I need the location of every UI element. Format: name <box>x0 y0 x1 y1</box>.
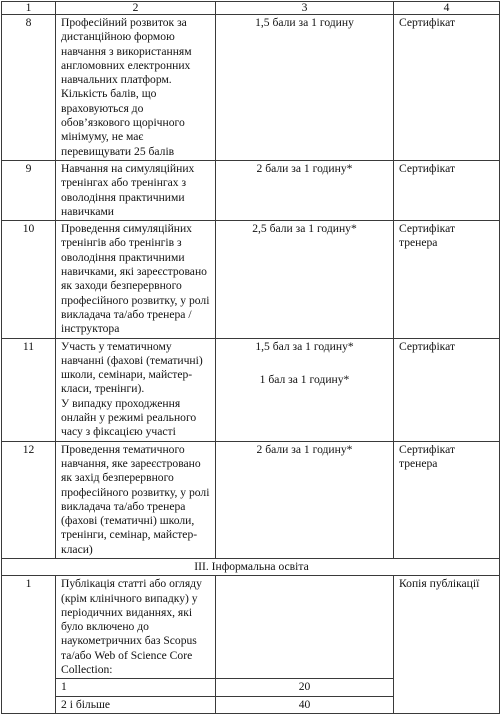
header-row <box>2 2 500 15</box>
section-title: III. Інформальна освіта <box>2 558 500 575</box>
row-number: 9 <box>2 160 56 220</box>
activity-description-part: У випадку проходження онлайн у режимі реального часу з фіксацією участі <box>61 396 197 439</box>
points-offline: 1,5 бал за 1 годину* <box>255 339 354 353</box>
confirming-document: Сертифікат <box>394 160 500 220</box>
row-number: 8 <box>2 15 56 161</box>
header-cell-4: 4 <box>394 2 500 15</box>
table-row <box>2 576 500 679</box>
row-number: 10 <box>2 221 56 338</box>
section-header-row <box>2 558 500 575</box>
publication-count: 2 і більше <box>56 696 216 713</box>
publication-count: 1 <box>56 679 216 696</box>
table-row <box>2 338 500 441</box>
table-row <box>2 15 500 161</box>
table-row <box>2 160 500 220</box>
points-value: 2 бали за 1 годину* <box>216 160 394 220</box>
table-row <box>2 221 500 338</box>
activity-description: Проведення симуляційних тренінгів або тренінгів з оволодіння практичними навичками, які зареєстровано як заходи безперервного професійного розвитку, у ролі викладача та/або тренера / інструктора <box>56 221 216 338</box>
points-value: 40 <box>216 696 394 713</box>
header-cell-1: 1 <box>2 2 56 15</box>
points-value: 20 <box>216 679 394 696</box>
points-table <box>1 1 500 714</box>
confirming-document: Сертифікат тренера <box>394 441 500 558</box>
confirming-document: Сертифікат <box>394 338 500 441</box>
header-cell-2: 2 <box>56 2 216 15</box>
table-row <box>2 441 500 558</box>
confirming-document: Копія публікації <box>394 576 500 714</box>
confirming-document: Сертифікат <box>394 15 500 161</box>
activity-description: Навчання на симуляційних тренінгах або тренінгах з оволодіння практичними навичками <box>56 160 216 220</box>
header-cell-3: 3 <box>216 2 394 15</box>
row-number: 1 <box>2 576 56 714</box>
points-value: 2 бали за 1 годину* <box>216 441 394 558</box>
activity-description <box>56 338 216 441</box>
points-value <box>216 576 394 679</box>
points-value: 1,5 бали за 1 годину <box>216 15 394 161</box>
points-online: 1 бал за 1 годину* <box>259 372 350 386</box>
points-value <box>216 338 394 441</box>
points-value: 2,5 бали за 1 годину* <box>216 221 394 338</box>
activity-description: Публікація статті або огляду (крім клінічного випадку) у періодичних виданнях, які було включено до наукометричних баз Scopus та/або Web of Science Core Collection: <box>56 576 216 679</box>
activity-description: Проведення тематичного навчання, яке зареєстровано як захід безперервного професійного розвитку, у ролі викладача та/або тренера (фахові (тематичні) школи, тренінги, семінар, майстер-класи) <box>56 441 216 558</box>
confirming-document: Сертифікат тренера <box>394 221 500 338</box>
activity-description-part: Участь у тематичному навчанні (фахові (тематичні) школи, семінари, майстер-класи, тренінги). <box>61 339 203 396</box>
activity-description: Професійний розвиток за дистанційною формою навчання з використанням англомовних електронних навчальних платформ. Кількість балів, що враховуються до обов’язкового щорічного мінімуму, не має перевищувати 25 балів <box>56 15 216 161</box>
row-number: 11 <box>2 338 56 441</box>
row-number: 12 <box>2 441 56 558</box>
